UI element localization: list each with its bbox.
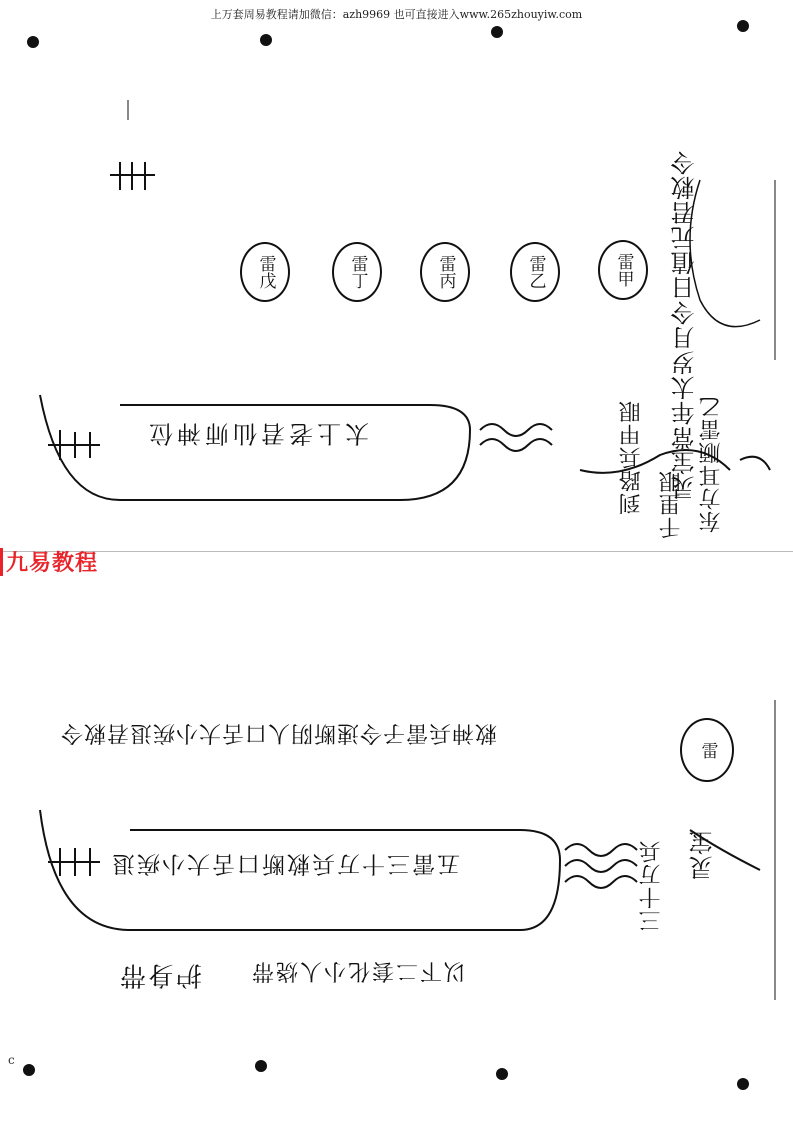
circled-character: 雷 (680, 718, 734, 782)
upper-column-c: 千里眼 (659, 470, 684, 539)
corner-mark: c (8, 1053, 15, 1067)
upper-enclosed-text: 太上老君仙师神位 (145, 419, 369, 448)
circled-character: 雷戊 (240, 242, 290, 302)
header-watermark-text: 上万套周易教程请加微信：azh9969 也可直接进入www.265zhouyiw.com (210, 8, 583, 21)
lower-note-b: 护身带 (118, 959, 203, 990)
lower-command-line: 敕神兵雷子令速断阴人口舌大小疾退君敕令 (60, 720, 498, 746)
upper-column-a: 东方耳顺雷乙 (699, 395, 724, 533)
upper-command-line: 灵宝常年太岁月令日值元君敕令 (670, 150, 699, 500)
circled-character: 雷丁 (332, 242, 382, 302)
lower-column-a: 灵宝 (689, 830, 717, 880)
lower-column-b: 三十万兵 (639, 840, 664, 932)
upper-column-b: 到路兵甲眼 (619, 400, 644, 515)
watermark-logo: 九易教程 (6, 551, 99, 576)
lower-enclosed-text: 五雷三十万兵敕断口舌大小疾退 (110, 850, 460, 877)
circled-character: 雷乙 (510, 242, 560, 302)
watermark-bar (0, 548, 3, 576)
circled-character: 雷甲 (598, 240, 648, 300)
page-fold-line (0, 551, 793, 552)
circled-character: 雷丙 (420, 242, 470, 302)
lower-note-a: 以下二套化小人烧带 (250, 958, 467, 984)
